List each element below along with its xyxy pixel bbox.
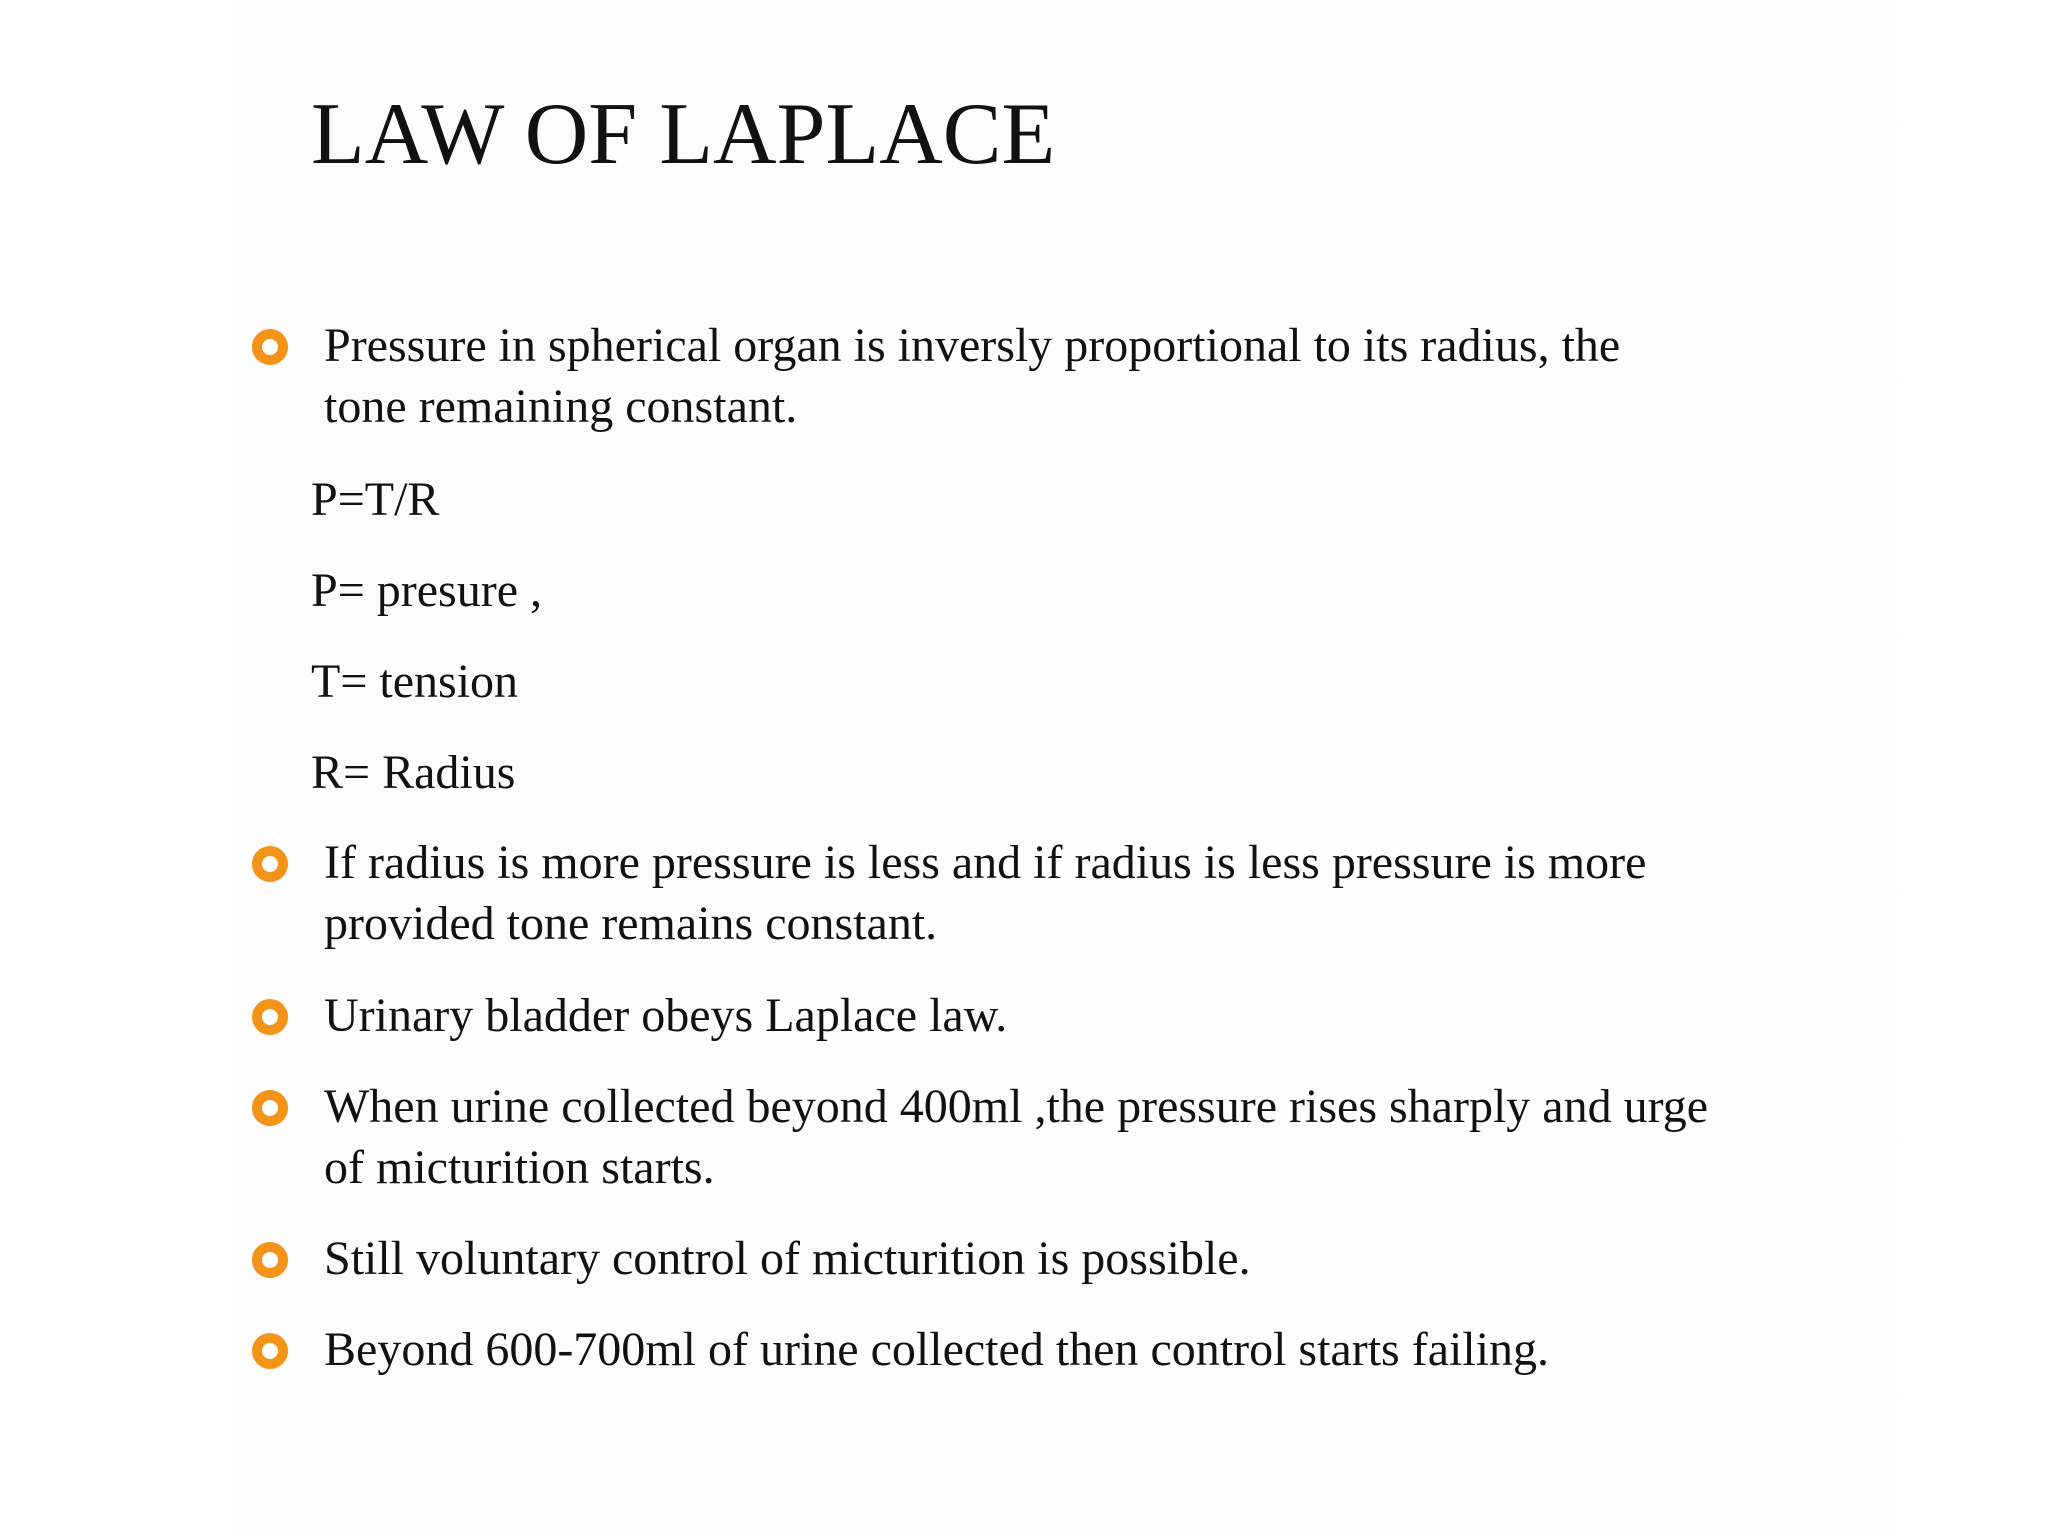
bullet-text-line: Still voluntary control of micturition is possible.	[324, 1232, 1251, 1285]
bullet-item	[252, 832, 1812, 954]
bullet-text-line: Pressure in spherical organ is inversly proportional to its radius, the	[324, 319, 1621, 372]
ring-bullet-icon	[252, 1333, 288, 1369]
bullet-text-line: provided tone remains constant.	[324, 897, 938, 950]
bullet-text-line: If radius is more pressure is less and if radius is less pressure is more	[324, 836, 1647, 889]
bullet-item	[252, 1076, 1812, 1198]
bullet-item	[252, 1228, 1812, 1289]
bullet-text-line: When urine collected beyond 400ml ,the pressure rises sharply and urge	[324, 1080, 1709, 1133]
bullet-text-line: of micturition starts.	[324, 1141, 715, 1194]
formula-definition: P= presure ,	[311, 564, 543, 617]
slide-title: LAW OF LAPLACE	[311, 86, 1056, 183]
ring-bullet-icon	[252, 1242, 288, 1278]
ring-bullet-icon	[252, 999, 288, 1035]
bullet-text-line: Urinary bladder obeys Laplace law.	[324, 989, 1008, 1042]
ring-bullet-icon	[252, 846, 288, 882]
formula-definition: T= tension	[311, 655, 519, 708]
formula-definition: R= Radius	[311, 746, 516, 799]
bullet-item	[252, 1319, 1812, 1380]
bullet-text-line: Beyond 600-700ml of urine collected then control starts failing.	[324, 1323, 1550, 1376]
bullet-text-line: tone remaining constant.	[324, 380, 798, 433]
ring-bullet-icon	[252, 1090, 288, 1126]
bullet-item	[252, 315, 1812, 437]
bullet-item	[252, 985, 1812, 1046]
ring-bullet-icon	[252, 329, 288, 365]
formula-equation: P=T/R	[311, 473, 440, 526]
